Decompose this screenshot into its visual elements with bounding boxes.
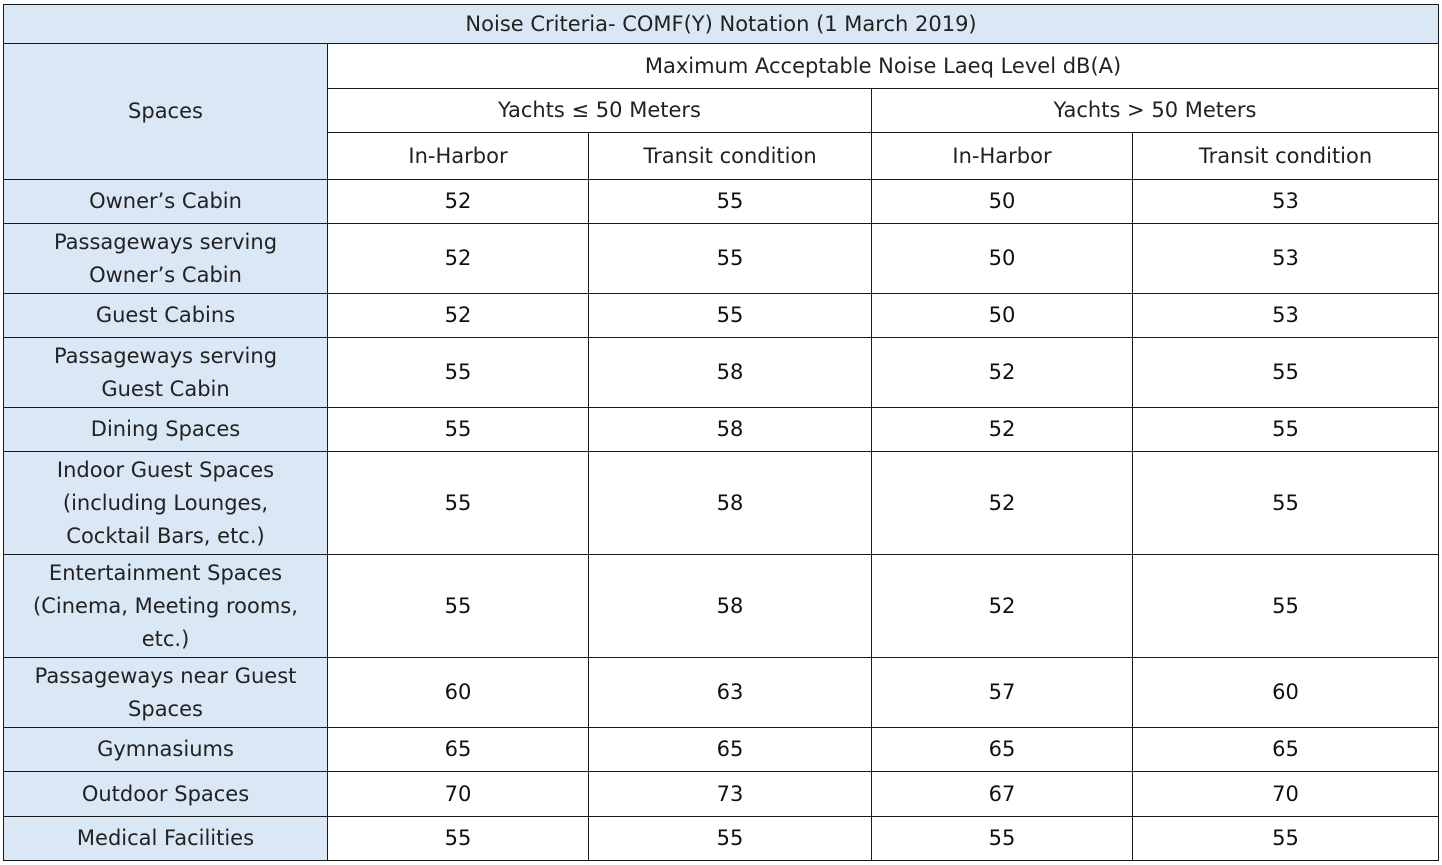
large-transit-value: 53 <box>1133 294 1439 338</box>
space-name-line: Passageways serving <box>53 343 278 368</box>
table-row <box>4 338 1439 408</box>
table-row <box>4 772 1439 817</box>
space-name-line: Outdoor Spaces <box>81 781 250 806</box>
small-in-harbor-value: 55 <box>328 817 589 861</box>
small-in-harbor-value: 52 <box>328 294 589 338</box>
small-transit-value: 55 <box>589 294 872 338</box>
space-name-line: Guest Cabins <box>95 303 236 327</box>
table-row <box>4 408 1439 452</box>
noise-criteria-table <box>3 4 1439 861</box>
space-name <box>4 408 328 452</box>
large-in-harbor-value: 52 <box>872 555 1133 658</box>
large-in-harbor-value: 50 <box>872 180 1133 224</box>
col-header-large-in-harbor: In-Harbor <box>872 133 1133 180</box>
table-row <box>4 452 1439 555</box>
space-name-line: Owner’s Cabin <box>89 189 242 213</box>
small-transit-value: 55 <box>589 817 872 861</box>
large-in-harbor-value: 52 <box>872 408 1133 452</box>
small-in-harbor-value: 70 <box>328 772 589 817</box>
space-name <box>4 555 328 658</box>
large-in-harbor-value: 50 <box>872 294 1133 338</box>
space-name <box>4 294 328 338</box>
small-transit-value: 55 <box>589 180 872 224</box>
space-name-line: Dining Spaces <box>90 417 241 441</box>
table-row <box>4 180 1439 224</box>
space-name-line: Passageways near Guest <box>34 663 297 688</box>
large-in-harbor-value: 57 <box>872 658 1133 728</box>
large-transit-value: 53 <box>1133 224 1439 294</box>
large-transit-value: 55 <box>1133 408 1439 452</box>
space-name-line: (Cinema, Meeting rooms, <box>33 593 298 618</box>
small-transit-value: 58 <box>589 452 872 555</box>
small-transit-value: 58 <box>589 408 872 452</box>
table-row <box>4 555 1439 658</box>
space-name-line: Entertainment Spaces <box>48 560 283 585</box>
table-title: Noise Criteria- COMF(Y) Notation (1 March 2019) <box>4 5 1439 44</box>
small-transit-value: 58 <box>589 555 872 658</box>
table-row <box>4 817 1439 861</box>
table-row <box>4 658 1439 728</box>
small-in-harbor-value: 55 <box>328 555 589 658</box>
space-name <box>4 817 328 861</box>
small-in-harbor-value: 55 <box>328 338 589 408</box>
spaces-header: Spaces <box>4 44 328 180</box>
small-in-harbor-value: 55 <box>328 408 589 452</box>
large-in-harbor-value: 50 <box>872 224 1133 294</box>
small-in-harbor-value: 52 <box>328 180 589 224</box>
small-in-harbor-value: 65 <box>328 728 589 772</box>
small-transit-value: 55 <box>589 224 872 294</box>
space-name <box>4 338 328 408</box>
small-transit-value: 73 <box>589 772 872 817</box>
small-transit-value: 65 <box>589 728 872 772</box>
col-header-small-transit: Transit condition <box>589 133 872 180</box>
large-in-harbor-value: 52 <box>872 338 1133 408</box>
table-body <box>4 180 1439 861</box>
large-transit-value: 55 <box>1133 452 1439 555</box>
large-in-harbor-value: 55 <box>872 817 1133 861</box>
small-transit-value: 63 <box>589 658 872 728</box>
space-name-line: Spaces <box>128 696 203 721</box>
space-name-line: Gymnasiums <box>97 737 234 761</box>
table-row <box>4 224 1439 294</box>
space-name <box>4 224 328 294</box>
table-row <box>4 728 1439 772</box>
small-in-harbor-value: 55 <box>328 452 589 555</box>
col-header-large-transit: Transit condition <box>1133 133 1439 180</box>
table-row <box>4 294 1439 338</box>
small-in-harbor-value: 52 <box>328 224 589 294</box>
group-header-large-yachts: Yachts > 50 Meters <box>872 89 1439 133</box>
large-transit-value: 65 <box>1133 728 1439 772</box>
large-transit-value: 55 <box>1133 817 1439 861</box>
large-in-harbor-value: 52 <box>872 452 1133 555</box>
small-transit-value: 58 <box>589 338 872 408</box>
small-in-harbor-value: 60 <box>328 658 589 728</box>
space-name-line: Passageways serving <box>53 229 278 254</box>
col-header-small-in-harbor: In-Harbor <box>328 133 589 180</box>
space-name <box>4 772 328 817</box>
large-transit-value: 53 <box>1133 180 1439 224</box>
space-name-line: etc.) <box>141 626 190 651</box>
space-name-line: Cocktail Bars, etc.) <box>66 523 265 548</box>
space-name <box>4 658 328 728</box>
space-name <box>4 728 328 772</box>
large-transit-value: 55 <box>1133 338 1439 408</box>
level-header: Maximum Acceptable Noise Laeq Level dB(A) <box>328 44 1439 89</box>
group-header-small-yachts: Yachts ≤ 50 Meters <box>328 89 872 133</box>
large-transit-value: 60 <box>1133 658 1439 728</box>
space-name-line: Medical Facilities <box>76 826 255 850</box>
space-name-line: Guest Cabin <box>101 376 230 401</box>
space-name-line: (including Lounges, <box>62 490 269 515</box>
space-name <box>4 180 328 224</box>
large-transit-value: 55 <box>1133 555 1439 658</box>
space-name <box>4 452 328 555</box>
large-in-harbor-value: 65 <box>872 728 1133 772</box>
large-in-harbor-value: 67 <box>872 772 1133 817</box>
large-transit-value: 70 <box>1133 772 1439 817</box>
space-name-line: Owner’s Cabin <box>89 262 242 287</box>
space-name-line: Indoor Guest Spaces <box>56 457 275 482</box>
